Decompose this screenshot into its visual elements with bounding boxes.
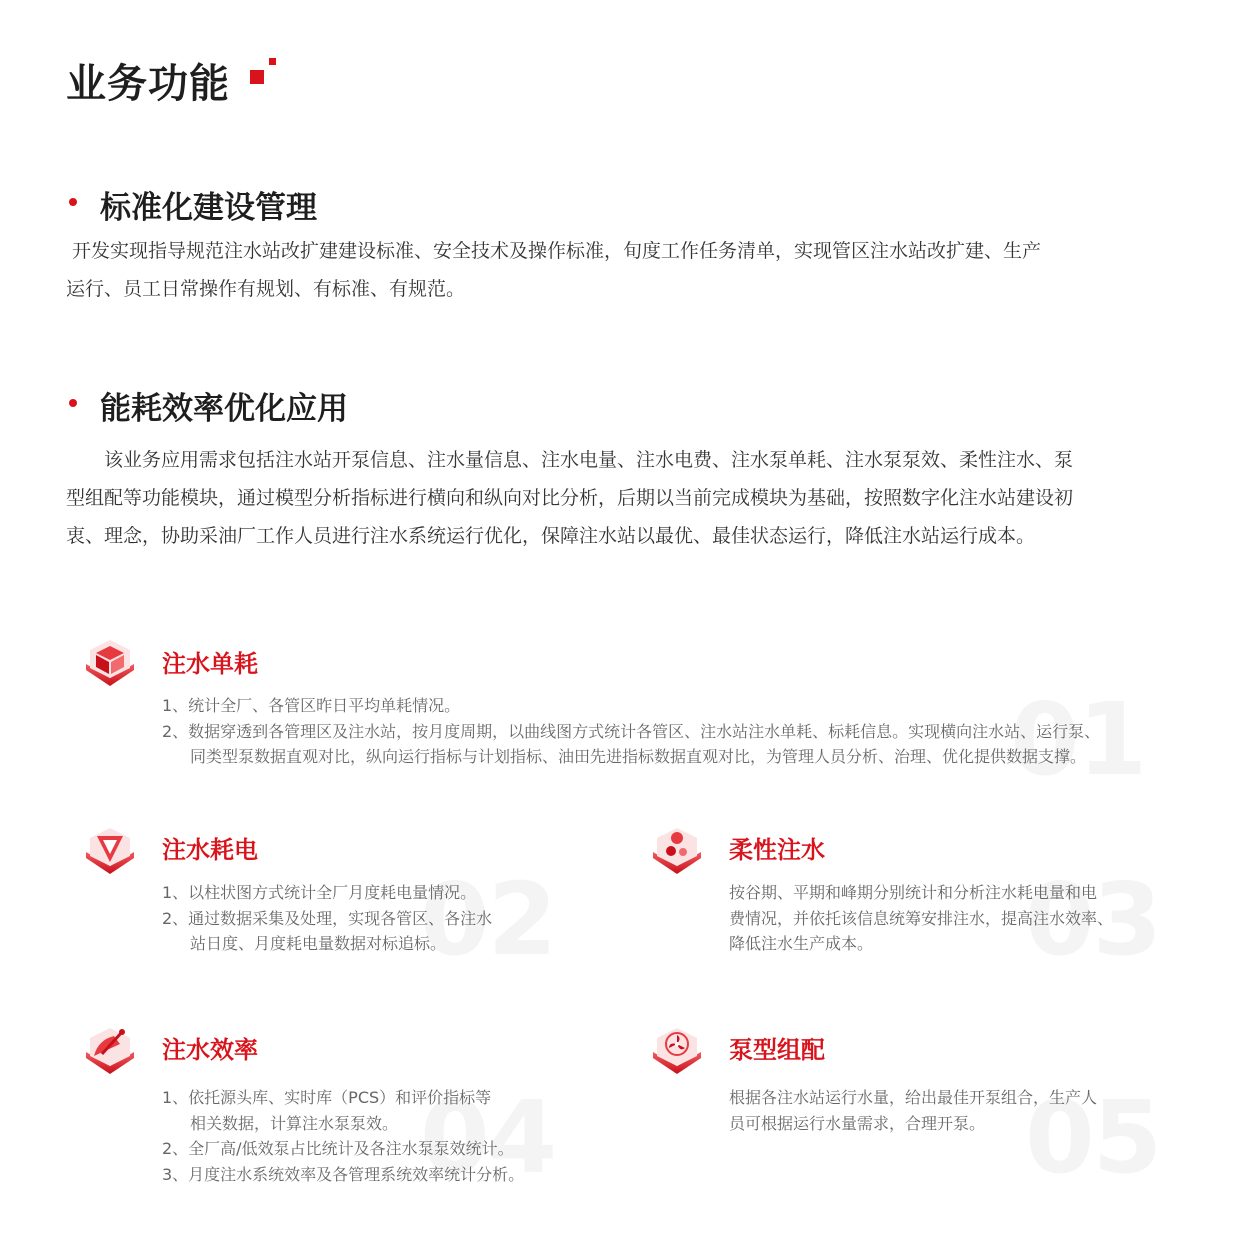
feature-title-unit-consumption: 注水单耗	[162, 650, 258, 678]
para-line: 衷、理念，协助采油厂工作人员进行注水系统运行优化，保障注水站以最优、最佳状态运行，降低注水站运行成本。	[66, 525, 1036, 547]
feature-line: 相关数据，计算注水泵泵效。	[190, 1113, 399, 1133]
section-bullet	[69, 399, 77, 407]
section-bullet	[69, 198, 77, 206]
feature-line: 降低注水生产成本。	[729, 934, 874, 953]
feature-title-pump-combination: 泵型组配	[729, 1036, 825, 1064]
feature-line: 2、全厂高/低效泵占比统计及各注水泵泵效统计。	[162, 1139, 514, 1158]
feature-line: 1、统计全厂、各管区昨日平均单耗情况。	[162, 696, 461, 715]
feature-line: 3、月度注水系统效率及各管理系统效率统计分析。	[162, 1164, 525, 1184]
para-line: 型组配等功能模块，通过模型分析指标进行横向和纵向对比分析，后期以当前完成模块为基础，按照数字化注水站建设初	[66, 487, 1074, 509]
feature-text-power-consumption	[162, 880, 492, 957]
para-line: 开发实现指导规范注水站改扩建建设标准、安全技术及操作标准，旬度工作任务清单，实现管区注水站改扩建、生产	[66, 240, 1042, 262]
cube-icon	[84, 634, 136, 692]
feature-line: 同类型泵数据直观对比，纵向运行指标与计划指标、油田先进指标数据直观对比，为管理人员分析、治理、优化提供数据支撑。	[190, 747, 1087, 766]
feature-number-03: 03	[1025, 861, 1161, 978]
feature-line: 员可根据运行水量需求，合理开泵。	[729, 1113, 986, 1133]
feature-line: 2、数据穿透到各管理区及注水站，按月度周期，以曲线图方式统计各管区、注水站注水单耗、标耗信息。实现横向注水站、运行泵、	[162, 721, 1101, 741]
para-line: 运行、员工日常操作有规划、有标准、有规范。	[66, 278, 466, 300]
lightning-icon	[84, 822, 136, 880]
feature-number-02: 02	[420, 861, 556, 978]
feature-line: 费情况，并依托该信息统筹安排注水，提高注水效率、	[729, 908, 1114, 928]
feature-title-injection-efficiency: 注水效率	[162, 1036, 258, 1064]
para-line: 该业务应用需求包括注水站开泵信息、注水量信息、注水电量、注水电费、注水泵单耗、注水泵泵效、柔性注水、泵	[104, 449, 1074, 471]
gauge-icon	[84, 1022, 136, 1080]
feature-number-01: 01	[1010, 681, 1146, 798]
drops-icon	[651, 822, 703, 880]
title-decoration-small	[269, 58, 276, 65]
section-title-standardization: 标准化建设管理	[100, 190, 317, 226]
feature-line: 1、以柱状图方式统计全厂月度耗电量情况。	[162, 883, 477, 902]
feature-number-04: 04	[420, 1079, 556, 1196]
feature-line: 站日度、月度耗电量数据对标追标。	[190, 934, 447, 953]
section-body-energy	[66, 441, 1186, 555]
fan-icon	[651, 1022, 703, 1080]
feature-title-power-consumption: 注水耗电	[162, 836, 258, 864]
feature-title-flexible-injection: 柔性注水	[729, 836, 825, 864]
feature-text-flexible-injection	[729, 880, 1113, 957]
feature-text-injection-efficiency	[162, 1085, 524, 1187]
feature-text-pump-combination	[729, 1085, 1097, 1136]
feature-line: 2、通过数据采集及处理，实现各管区、各注水	[162, 908, 493, 928]
feature-text-unit-consumption	[162, 693, 1100, 770]
section-body-standardization	[66, 232, 1186, 308]
feature-line: 根据各注水站运行水量，给出最佳开泵组合，生产人	[729, 1088, 1098, 1107]
feature-number-05: 05	[1025, 1079, 1161, 1196]
section-title-energy: 能耗效率优化应用	[100, 391, 348, 427]
title-decoration	[250, 70, 264, 84]
feature-line: 1、依托源头库、实时库（PCS）和评价指标等	[162, 1088, 492, 1107]
page-title: 业务功能	[66, 61, 230, 107]
feature-line: 按谷期、平期和峰期分别统计和分析注水耗电量和电	[729, 883, 1098, 902]
